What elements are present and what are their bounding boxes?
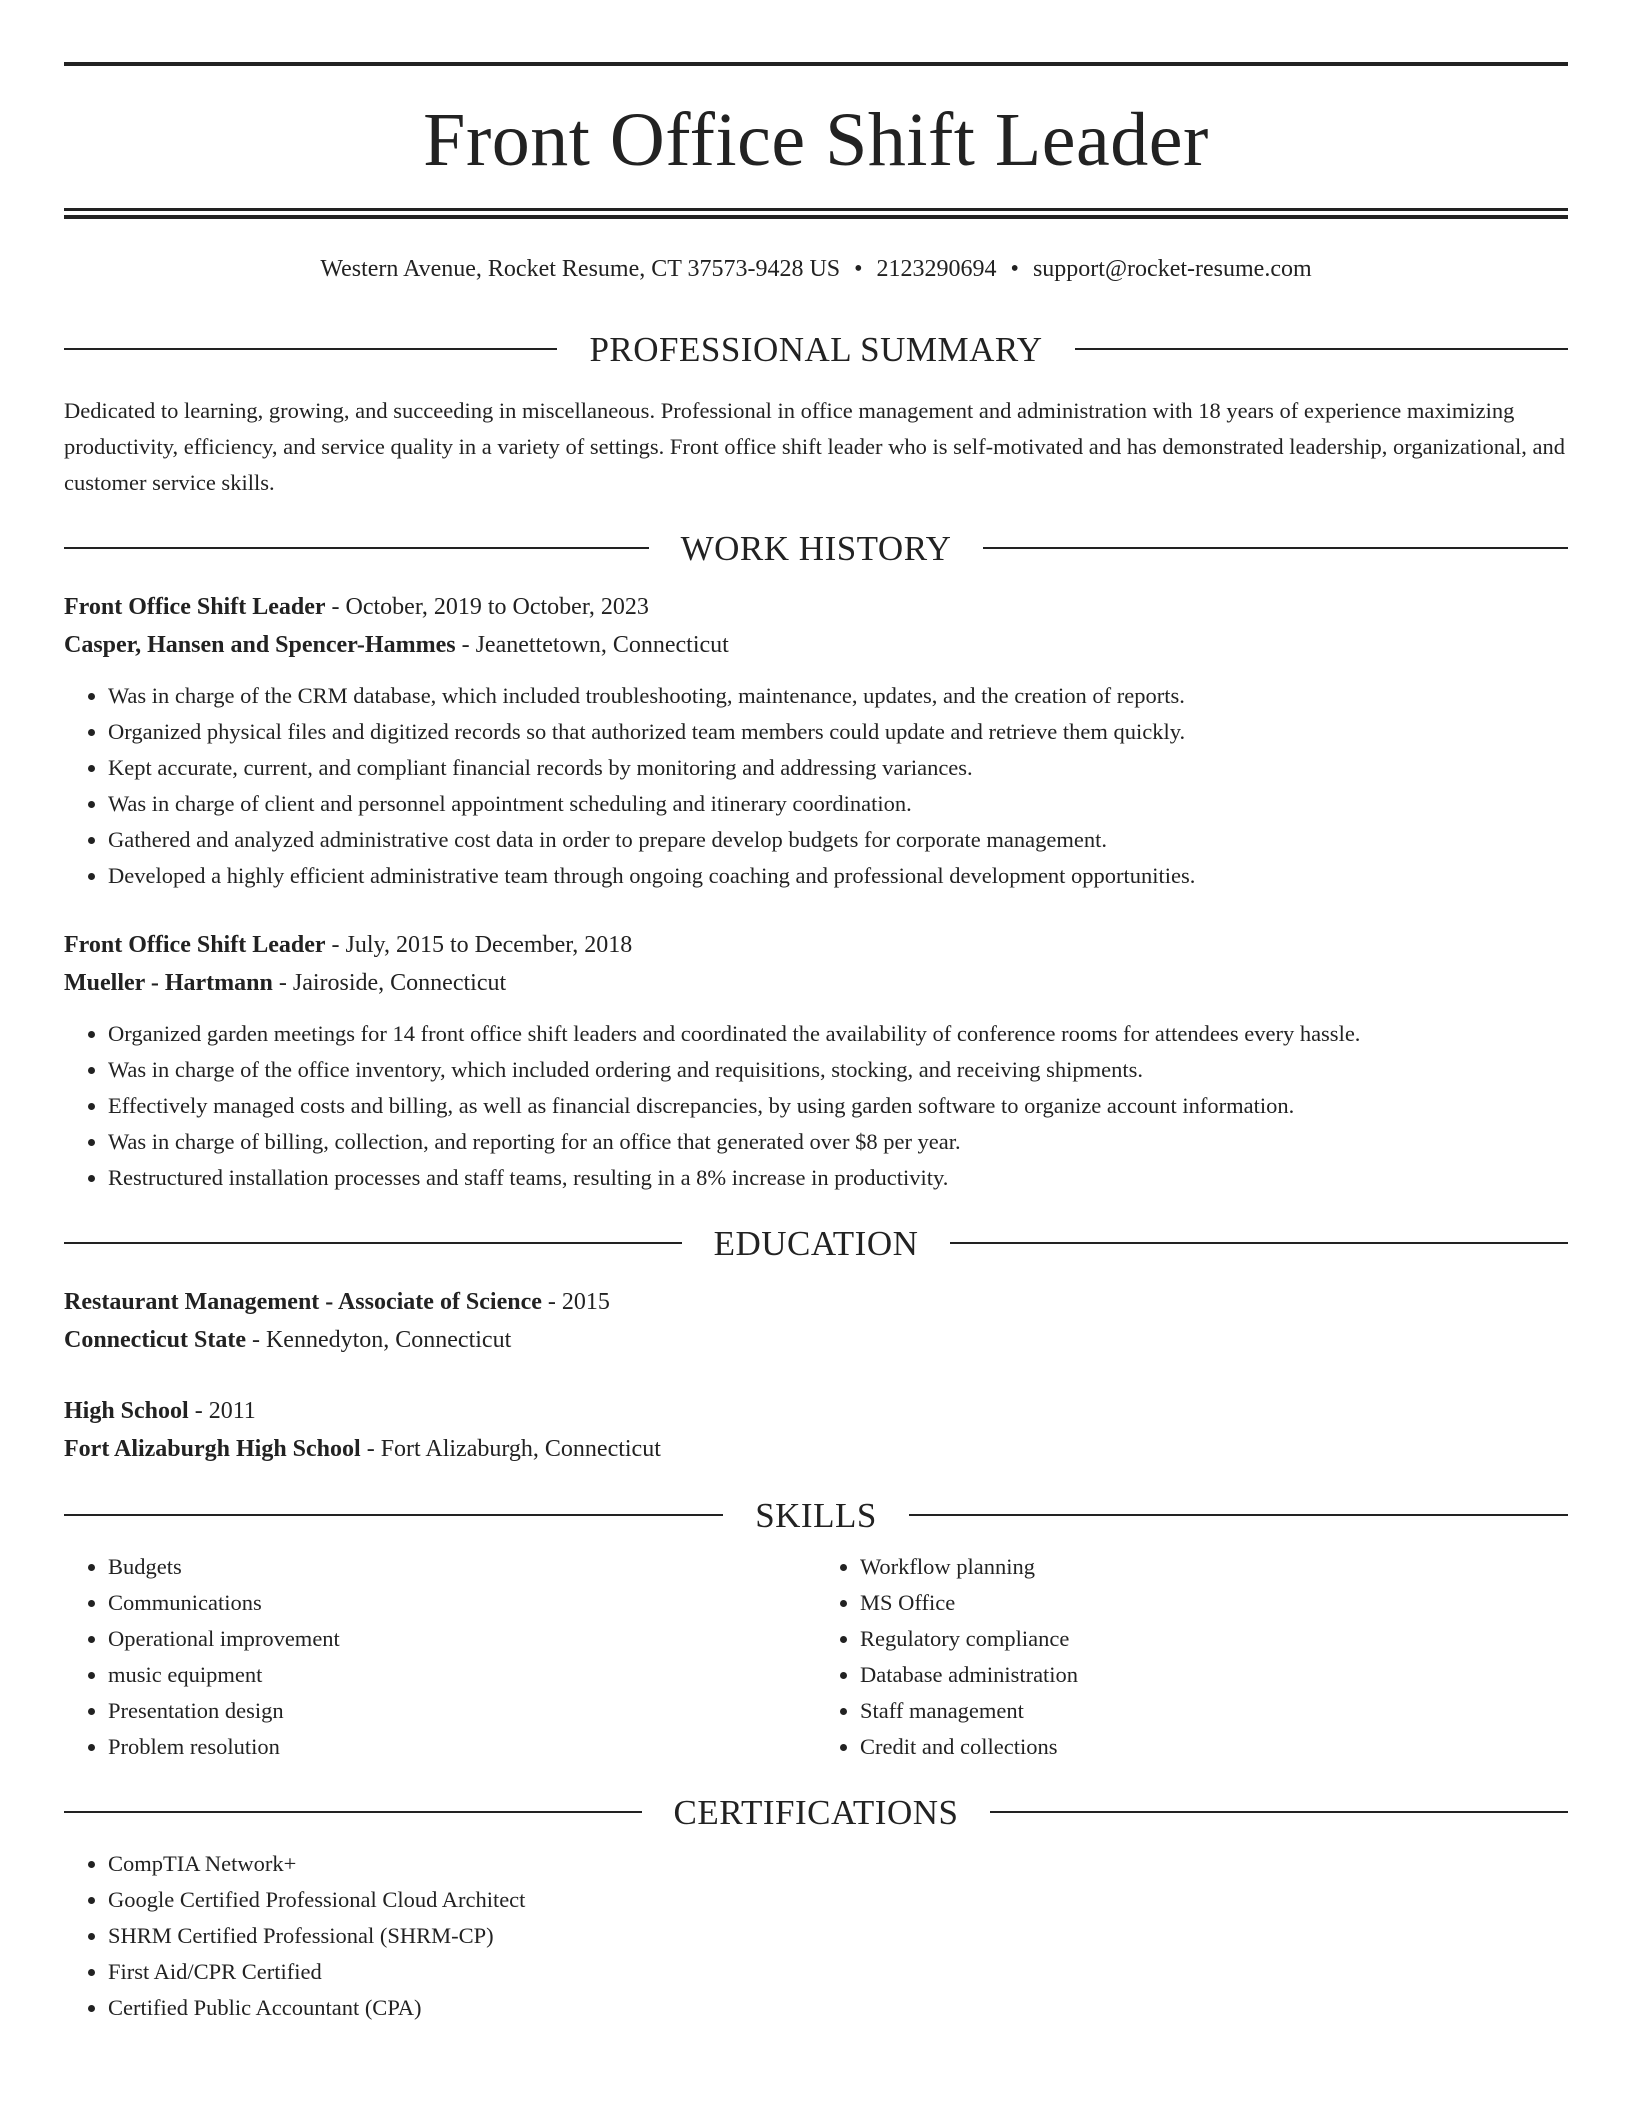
job-bullet: • Restructured installation processes and staff teams, resulting in a 8% increase in productivity. bbox=[108, 1160, 1568, 1196]
heading-rule bbox=[950, 1242, 1568, 1244]
job-title: Front Office Shift Leader bbox=[64, 593, 326, 620]
skill-item: • Communications bbox=[108, 1585, 816, 1621]
heading-rule bbox=[64, 1514, 723, 1516]
candidate-name: Front Office Shift Leader bbox=[423, 98, 1209, 182]
certification-item: • SHRM Certified Professional (SHRM-CP) bbox=[108, 1918, 1568, 1954]
job-bullet: • Developed a highly efficient administrative team through ongoing coaching and professional development opportunities. bbox=[108, 858, 1568, 894]
certification-item: • Certified Public Accountant (CPA) bbox=[108, 1990, 1568, 2026]
contact-address: Western Avenue, Rocket Resume, CT 37573-9428 US bbox=[320, 256, 841, 282]
skills-heading bbox=[64, 1495, 1568, 1535]
skill-item: • Database administration bbox=[860, 1657, 1568, 1693]
heading-rule bbox=[64, 1811, 642, 1813]
education-school: Connecticut State bbox=[64, 1326, 246, 1353]
summary-heading-title: PROFESSIONAL SUMMARY bbox=[589, 329, 1043, 369]
job-company-line bbox=[64, 964, 1568, 1002]
skill-item: • Staff management bbox=[860, 1693, 1568, 1729]
job-company-line bbox=[64, 626, 1568, 664]
contact-email: support@rocket-resume.com bbox=[1032, 256, 1312, 282]
education-degree-line bbox=[64, 1392, 1568, 1430]
education-heading-title: EDUCATION bbox=[713, 1223, 919, 1263]
job-title-line bbox=[64, 926, 1568, 964]
skill-item: • Regulatory compliance bbox=[860, 1621, 1568, 1657]
job-entry bbox=[64, 588, 1568, 894]
summary-text: Dedicated to learning, growing, and succeeding in miscellaneous. Professional in office management and administration with 18 years of experience maximizing productivity, efficiency, and service quality in a variety of settings. Front office shift leader who is self-motivated and has demonstrated leadership, organizational, and customer service skills. bbox=[64, 397, 1566, 495]
skills-heading-title: SKILLS bbox=[755, 1495, 877, 1535]
double-rule bbox=[64, 208, 1568, 219]
certification-item: • Google Certified Professional Cloud Architect bbox=[108, 1882, 1568, 1918]
heading-rule bbox=[64, 547, 649, 549]
work-history-heading-title: WORK HISTORY bbox=[680, 528, 952, 568]
skill-item: • MS Office bbox=[860, 1585, 1568, 1621]
certification-item: • First Aid/CPR Certified bbox=[108, 1954, 1568, 1990]
job-title: Front Office Shift Leader bbox=[64, 931, 326, 958]
skill-item: • Budgets bbox=[108, 1549, 816, 1585]
education-degree: Restaurant Management - Associate of Science bbox=[64, 1288, 542, 1315]
skills-column-left bbox=[64, 1549, 816, 1765]
job-company: Casper, Hansen and Spencer-Hammes bbox=[64, 631, 456, 658]
job-bullet: • Effectively managed costs and billing, as well as financial discrepancies, by using garden software to organize account information. bbox=[108, 1088, 1568, 1124]
education-year: - 2015 bbox=[541, 1288, 610, 1315]
summary-heading bbox=[64, 329, 1568, 369]
skills-column-right bbox=[816, 1549, 1568, 1765]
job-bullet: • Was in charge of the CRM database, which included troubleshooting, maintenance, updates, and the creation of reports. bbox=[108, 678, 1568, 714]
education-degree-line bbox=[64, 1283, 1568, 1321]
job-dates: - October, 2019 to October, 2023 bbox=[325, 593, 649, 620]
contact-separator: • bbox=[854, 256, 863, 282]
certification-item: • CompTIA Network+ bbox=[108, 1846, 1568, 1882]
work-history-heading bbox=[64, 528, 1568, 568]
education-year: - 2011 bbox=[188, 1397, 256, 1424]
education-entry bbox=[64, 1392, 1568, 1468]
skill-item: • Workflow planning bbox=[860, 1549, 1568, 1585]
skill-item: • Presentation design bbox=[108, 1693, 816, 1729]
job-bullet: • Gathered and analyzed administrative cost data in order to prepare develop budgets for corporate management. bbox=[108, 822, 1568, 858]
contact-phone: 2123290694 bbox=[876, 256, 997, 282]
contact-separator: • bbox=[1010, 256, 1019, 282]
skill-item: • Problem resolution bbox=[108, 1729, 816, 1765]
heading-rule bbox=[990, 1811, 1568, 1813]
job-bullet: • Organized garden meetings for 14 front office shift leaders and coordinated the availability of conference rooms for attendees every hassle. bbox=[108, 1016, 1568, 1052]
education-school-line bbox=[64, 1321, 1568, 1359]
job-title-line bbox=[64, 588, 1568, 626]
job-bullet: • Was in charge of client and personnel appointment scheduling and itinerary coordination. bbox=[108, 786, 1568, 822]
education-school-line bbox=[64, 1430, 1568, 1468]
job-bullet: • Was in charge of billing, collection, and reporting for an office that generated over $8 per year. bbox=[108, 1124, 1568, 1160]
certifications-heading bbox=[64, 1792, 1568, 1832]
job-bullet: • Was in charge of the office inventory, which included ordering and requisitions, stocking, and receiving shipments. bbox=[108, 1052, 1568, 1088]
job-location: - Jeanettetown, Connecticut bbox=[455, 631, 729, 658]
education-heading bbox=[64, 1223, 1568, 1263]
heading-rule bbox=[64, 1242, 682, 1244]
job-company: Mueller - Hartmann bbox=[64, 969, 273, 996]
certifications-heading-title: CERTIFICATIONS bbox=[673, 1792, 959, 1832]
job-bullet: • Kept accurate, current, and compliant financial records by monitoring and addressing variances. bbox=[108, 750, 1568, 786]
heading-rule bbox=[909, 1514, 1568, 1516]
job-entry bbox=[64, 926, 1568, 1196]
contact-line bbox=[64, 255, 1568, 284]
heading-rule bbox=[64, 348, 557, 350]
education-entry bbox=[64, 1283, 1568, 1359]
education-location: - Fort Alizaburgh, Connecticut bbox=[360, 1435, 661, 1462]
education-degree: High School bbox=[64, 1397, 189, 1424]
skill-item: • Credit and collections bbox=[860, 1729, 1568, 1765]
education-school: Fort Alizaburgh High School bbox=[64, 1435, 361, 1462]
heading-rule bbox=[1075, 348, 1568, 350]
job-location: - Jairoside, Connecticut bbox=[272, 969, 507, 996]
job-bullets bbox=[64, 678, 1568, 894]
job-bullets bbox=[64, 1016, 1568, 1196]
education-location: - Kennedyton, Connecticut bbox=[245, 1326, 512, 1353]
job-dates: - July, 2015 to December, 2018 bbox=[325, 931, 633, 958]
certifications-list bbox=[64, 1846, 1568, 2026]
heading-rule bbox=[983, 547, 1568, 549]
top-rule bbox=[64, 62, 1568, 66]
job-bullet: • Organized physical files and digitized records so that authorized team members could update and retrieve them quickly. bbox=[108, 714, 1568, 750]
skill-item: • Operational improvement bbox=[108, 1621, 816, 1657]
skills-grid bbox=[64, 1549, 1568, 1765]
skill-item: • music equipment bbox=[108, 1657, 816, 1693]
